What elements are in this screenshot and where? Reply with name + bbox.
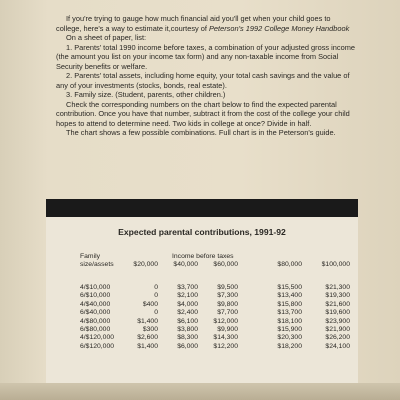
table-cell: $15,800: [277, 300, 302, 308]
table-cell: $7,700: [217, 309, 238, 317]
table-cell: $21,600: [325, 300, 350, 308]
table-cell: $400: [142, 300, 158, 308]
table-cell: $19,300: [325, 292, 350, 300]
column-header: $40,000: [173, 261, 198, 268]
column-header: $20,000: [133, 261, 158, 268]
intro-paragraph-7: The chart shows a few possible combinations. Full chart is in the Peterson's guide.: [66, 128, 336, 137]
intro-paragraph-6: Check the corresponding numbers on the chart below to find the expected parental contribution. Once you have that number, subtract it from the cost of the college your child hopes to attend to determine need. Two kids in college at once? Divide in half.: [56, 99, 350, 128]
row-label: 6/$120,000: [80, 342, 115, 350]
intro-paragraph-4: 2. Parents' total assets, including home equity, your total cash savings and the value of any of your investments (stocks, bonds, real estate).: [56, 71, 350, 90]
table-top-bar: [46, 199, 358, 217]
table-cell: $6,000: [177, 342, 198, 350]
table-cell: $1,400: [137, 342, 158, 350]
table-cell: $13,700: [277, 309, 302, 317]
intro-paragraph-1: [56, 14, 356, 33]
book-title: Peterson's 1992 College Money Handbook: [209, 23, 350, 33]
table-cell: $2,400: [177, 309, 198, 317]
column-header: $60,000: [213, 261, 238, 268]
intro-paragraph-5: 3. Family size. (Student, parents, other children.): [66, 90, 226, 99]
table-cell: $4,000: [177, 300, 198, 308]
table-cell: $24,100: [325, 342, 350, 350]
table-cell: $18,100: [277, 317, 302, 325]
row-header-family: Family: [80, 253, 101, 260]
intro-p1-text: If you're trying to gauge how much financial aid you'll get when your child goes to college, here's a way to estimate it,courtesy of: [56, 14, 331, 33]
row-label: 4/$10,000: [80, 284, 111, 291]
income-header: Income before taxes: [172, 253, 234, 260]
column-header: $80,000: [277, 261, 302, 268]
table-cell: $300: [142, 326, 158, 333]
contribution-table-box: [46, 199, 358, 383]
row-label: 4/$40,000: [80, 300, 111, 308]
row-label: 4/$80,000: [80, 317, 111, 325]
table-cell: $14,300: [213, 334, 238, 342]
table-cell: $26,200: [325, 334, 350, 342]
intro-text: [56, 14, 356, 138]
table-cell: 0: [154, 309, 158, 317]
column-header: $100,000: [321, 261, 350, 268]
intro-paragraph-3: 1. Parents' total 1990 income before taxes, a combination of your adjusted gross income (the amount you list on your income tax form) and any non-taxable income from Social Security benefits or welfare.: [56, 42, 355, 71]
table-cell: $20,300: [277, 334, 302, 342]
table-cell: $15,900: [277, 326, 302, 333]
row-label: 6/$10,000: [80, 292, 111, 300]
table-cell: $12,000: [213, 317, 238, 325]
table-cell: $7,300: [217, 292, 238, 300]
table-cell: $8,300: [177, 334, 198, 342]
table-cell: $9,800: [217, 300, 238, 308]
table-cell: $23,900: [325, 317, 350, 325]
table-cell: $18,200: [277, 342, 302, 350]
table-cell: 0: [154, 292, 158, 300]
table-cell: $21,300: [325, 284, 350, 291]
table-cell: $9,500: [217, 284, 238, 291]
table-cell: $3,800: [177, 326, 198, 333]
table-cell: $9,900: [217, 326, 238, 333]
table-cell: $1,400: [137, 317, 158, 325]
row-label: 6/$80,000: [80, 326, 111, 333]
table-cell: $15,500: [277, 284, 302, 291]
table-cell: $6,100: [177, 317, 198, 325]
table-title: Expected parental contributions, 1991-92: [118, 227, 286, 237]
table-cell: $21,900: [325, 326, 350, 333]
row-label: 6/$40,000: [80, 309, 111, 317]
table-cell: $13,400: [277, 292, 302, 300]
table-cell: $12,200: [213, 342, 238, 350]
intro-paragraph-2: On a sheet of paper, list:: [66, 33, 147, 42]
table-cell: $19,600: [325, 309, 350, 317]
table-cell: 0: [154, 284, 158, 291]
row-header-size-assets: size/assets: [80, 261, 114, 268]
table-cell: $3,700: [177, 284, 198, 291]
table-cell: $2,600: [137, 334, 158, 342]
page-bottom-edge: [0, 383, 400, 400]
table-cell: $2,100: [177, 292, 198, 300]
row-label: 4/$120,000: [80, 334, 115, 342]
